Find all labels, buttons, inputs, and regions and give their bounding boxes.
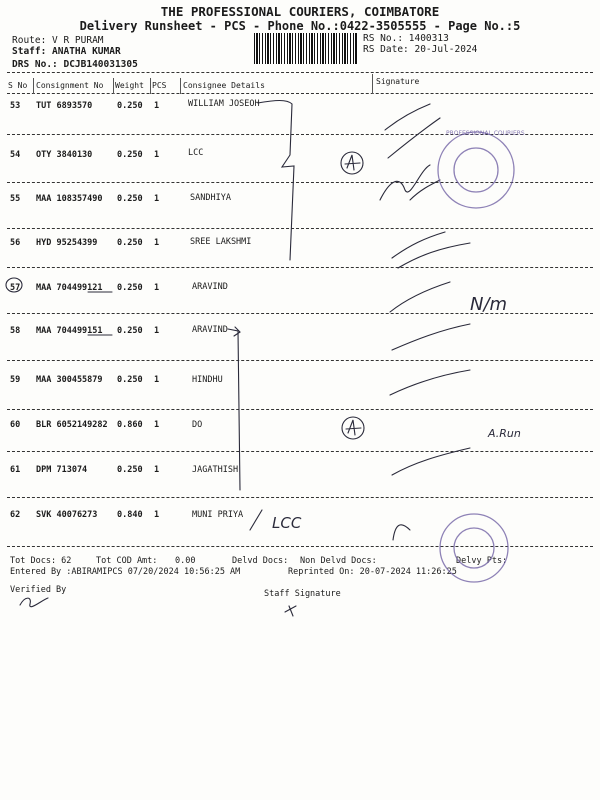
entered-by: Entered By :ABIRAMIPCS 07/20/2024 10:56:25 AM	[10, 567, 241, 577]
row-pcs: 1	[154, 150, 160, 160]
row-weight: 0.250	[117, 194, 143, 204]
signature-stroke	[392, 324, 470, 350]
route: Route: V R PURAM	[12, 35, 104, 46]
row-pcs: 1	[154, 375, 160, 385]
row-consignment: MAA 704499151	[36, 326, 103, 336]
col-signature: Signature	[376, 77, 420, 86]
number-four-mark	[346, 420, 361, 435]
col-consignment: Consignment No	[36, 81, 104, 90]
row-consignee: JAGATHISH	[192, 465, 239, 475]
rs-number: RS No.: 1400313	[363, 33, 449, 44]
row-sno: 57	[10, 283, 21, 293]
row-pcs: 1	[154, 238, 160, 248]
row-pcs: 1	[154, 194, 160, 204]
row-consignee: DO	[192, 420, 203, 430]
runsheet-subtitle: Delivery Runsheet - PCS - Phone No.:0422-3505555 - Page No.:5	[79, 19, 521, 33]
row-weight: 0.250	[117, 326, 143, 336]
row-separator	[7, 497, 593, 498]
row-weight: 0.250	[117, 238, 143, 248]
total-cod-value: 0.00	[175, 556, 196, 566]
row-separator	[7, 409, 593, 410]
signature-stroke	[392, 448, 470, 475]
row-sno: 54	[10, 150, 21, 160]
row-sno: 59	[10, 375, 21, 385]
column-divider	[150, 78, 151, 94]
handwritten-nm: N/m	[470, 294, 508, 315]
bracket-line	[258, 101, 294, 261]
row-separator	[7, 134, 593, 135]
row-consignment: HYD 95254399	[36, 238, 98, 248]
column-divider	[372, 74, 373, 94]
row-sno: 56	[10, 238, 21, 248]
row-separator	[7, 267, 593, 268]
company-title: THE PROFESSIONAL COURIERS, COIMBATORE	[160, 4, 440, 19]
row-separator	[7, 313, 593, 314]
stamp-text: PROFESSIONAL COURIERS	[446, 130, 525, 137]
row-separator	[7, 360, 593, 361]
total-cod-label: Tot COD Amt:	[96, 556, 158, 566]
verified-signature	[20, 598, 48, 607]
row-pcs: 1	[154, 326, 160, 336]
row-weight: 0.250	[117, 283, 143, 293]
column-divider	[180, 78, 181, 94]
staff-signature-mark	[285, 606, 296, 616]
delivered-docs: Delvd Docs:	[232, 556, 289, 566]
row-separator	[7, 228, 593, 229]
separator	[7, 72, 593, 73]
row-consignee: ARAVIND	[192, 325, 228, 335]
col-consignee: Consignee Details	[183, 81, 265, 90]
row-sno: 55	[10, 194, 21, 204]
signature-stroke	[390, 370, 470, 395]
row-weight: 0.860	[117, 420, 143, 430]
row-consignment: TUT 6893570	[36, 101, 93, 111]
row-pcs: 1	[154, 101, 160, 111]
company-stamp-inner	[454, 148, 498, 192]
barcode	[254, 33, 358, 64]
row-consignee: WILLIAM JOSEOH	[188, 99, 260, 109]
total-docs: Tot Docs: 62	[10, 556, 72, 566]
row-consignee: LCC	[188, 148, 204, 158]
verified-by: Verified By	[10, 585, 67, 595]
staff-signature-label: Staff Signature	[264, 589, 341, 599]
row-consignee: MUNI PRIYA	[192, 510, 244, 520]
row-weight: 0.250	[117, 375, 143, 385]
row-consignment: MAA 704499121	[36, 283, 103, 293]
arrow-head	[234, 327, 240, 336]
row-sno: 60	[10, 420, 21, 430]
separator	[7, 93, 593, 94]
col-weight: Weight	[115, 81, 144, 90]
signature-stroke	[385, 104, 430, 130]
signature-stroke	[250, 510, 262, 530]
row-pcs: 1	[154, 283, 160, 293]
col-pcs: PCS	[152, 81, 167, 90]
row-pcs: 1	[154, 465, 160, 475]
signature-stroke	[393, 525, 410, 540]
row-sno: 53	[10, 101, 21, 111]
row-pcs: 1	[154, 420, 160, 430]
row-weight: 0.840	[117, 510, 143, 520]
non-delivered-docs: Non Delvd Docs:	[300, 556, 377, 566]
drs-number: DRS No.: DCJB140031305	[12, 59, 138, 70]
handwritten-lcc: LCC	[272, 514, 302, 532]
row-consignee: HINDHU	[192, 375, 223, 385]
signature-stroke	[388, 118, 440, 158]
row-separator	[7, 451, 593, 452]
signature-stroke	[392, 232, 445, 258]
company-stamp	[438, 132, 514, 208]
row-consignee: SREE LAKSHMI	[190, 237, 252, 247]
row-consignment: BLR 6052149282	[36, 420, 108, 430]
rs-date: RS Date: 20-Jul-2024	[363, 44, 478, 55]
column-divider	[113, 78, 114, 94]
row-weight: 0.250	[117, 465, 143, 475]
row-weight: 0.250	[117, 150, 143, 160]
row-pcs: 1	[154, 510, 160, 520]
signature-stroke	[390, 282, 450, 312]
row-consignment: MAA 300455879	[36, 375, 103, 385]
row-consignment: MAA 108357490	[36, 194, 103, 204]
delivery-points: Delvy Pts:	[456, 556, 508, 566]
row-consignment: DPM 713074	[36, 465, 88, 475]
reprinted-on: Reprinted On: 20-07-2024 11:26:25	[288, 567, 457, 577]
row-separator	[7, 182, 593, 183]
row-sno: 62	[10, 510, 21, 520]
staff: Staff: ANATHA KUMAR	[12, 46, 121, 57]
column-divider	[33, 78, 34, 94]
row-consignment: OTY 3840130	[36, 150, 93, 160]
signature-stroke	[410, 180, 440, 200]
circled-number-mark	[342, 417, 364, 439]
handwritten-arun: A.Run	[488, 427, 521, 440]
row-sno: 58	[10, 326, 21, 336]
circled-number-mark	[341, 152, 363, 174]
signature-stroke	[398, 243, 470, 268]
col-sno: S No	[8, 81, 28, 90]
row-consignee: ARAVIND	[192, 282, 228, 292]
row-weight: 0.250	[117, 101, 143, 111]
row-consignee: SANDHIYA	[190, 193, 231, 203]
row-sno: 61	[10, 465, 21, 475]
number-four-mark	[345, 155, 360, 170]
row-consignment: SVK 40076273	[36, 510, 98, 520]
row-separator	[7, 546, 593, 547]
